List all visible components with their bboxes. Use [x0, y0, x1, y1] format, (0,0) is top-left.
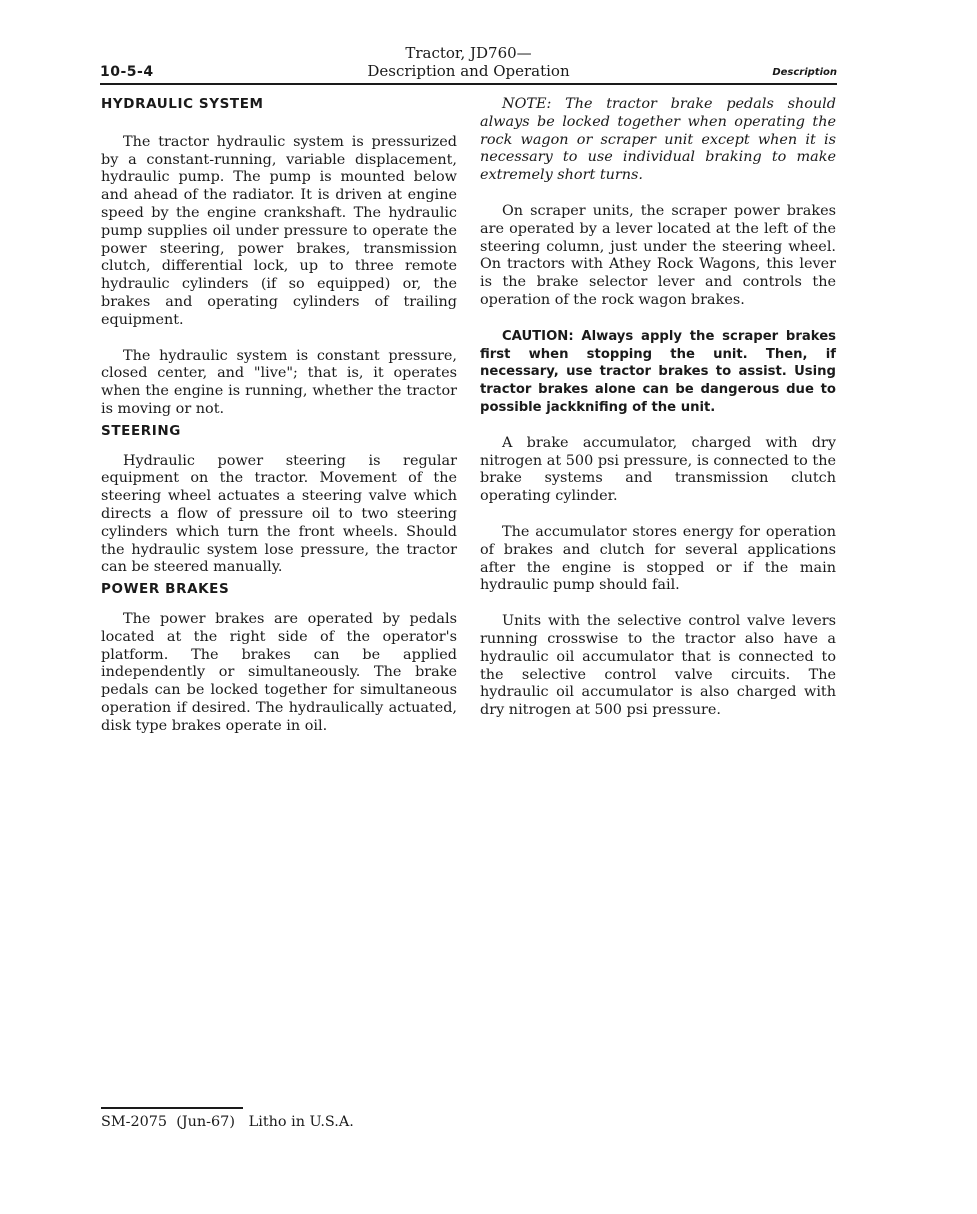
hydraulic-paragraph-1: The tractor hydraulic system is pressurized by a constant-running, variable displacement, hydraulic pump. The pump is mounted below and ahead of the radiator. It is driven at engine speed by the engine crankshaft. The hydraulic pump supplies oil under pressure to operate the power steering, power brakes, transmission clutch, differential lock, up to three remote hydraulic cylinders (if so equipped) or, the brakes and operating cylinders of trailing equipment.	[101, 133, 457, 328]
accumulator-storage-paragraph: The accumulator stores energy for operation of brakes and clutch for several applications after the engine is stopped or if the main hydraulic pump should fail.	[480, 523, 836, 594]
footer-rule	[101, 1107, 243, 1109]
brake-accumulator-paragraph: A brake accumulator, charged with dry nitrogen at 500 psi pressure, is connected to the brake systems and transmission clutch operating cylinder.	[480, 434, 836, 505]
power-brakes-heading: POWER BRAKES	[101, 581, 230, 598]
steering-heading: STEERING	[101, 422, 181, 439]
title-line-1: Tractor, JD760—	[405, 44, 532, 62]
right-column	[480, 96, 836, 720]
page-number: 10-5-4	[100, 64, 154, 80]
power-brakes-paragraph: The power brakes are operated by pedals located at the right side of the operator's platform. The brakes can be applied independently or simultaneously. The brake pedals can be locked together for simultaneous operation if desired. The hydraulically actuated, disk type brakes operate in oil.	[101, 610, 457, 734]
page-header	[100, 40, 837, 86]
left-column	[101, 96, 457, 736]
steering-paragraph: Hydraulic power steering is regular equipment on the tractor. Movement of the steering wheel actuates a steering valve which directs a flow of pressure oil to two steering cylinders which turn the front wheels. Should the hydraulic system lose pressure, the tractor can be steered manually.	[101, 452, 457, 576]
section-label: Description	[772, 67, 837, 78]
caution-paragraph: CAUTION: Always apply the scraper brakes first when stopping the unit. Then, if necessary, use tractor brakes to assist. Using tractor brakes alone can be dangerous due to possible jackknifing of the unit.	[480, 328, 836, 415]
selective-control-paragraph: Units with the selective control valve levers running crosswise to the tractor also have a hydraulic oil accumulator that is connected to the selective control valve circuits. The hydraulic oil accumulator is also charged with dry nitrogen at 500 psi pressure.	[480, 613, 836, 719]
scraper-brakes-paragraph: On scraper units, the scraper power brakes are operated by a lever located at the left of the steering column, just under the steering wheel. On tractors with Athey Rock Wagons, this lever is the brake selector lever and controls the operation of the rock wagon brakes.	[480, 202, 836, 308]
header-rule	[100, 83, 837, 85]
hydraulic-paragraph-2: The hydraulic system is constant pressure, closed center, and "live"; that is, it operates when the engine is running, whether the tractor is moving or not.	[101, 347, 457, 417]
document-title	[300, 44, 637, 80]
note-paragraph: NOTE: The tractor brake pedals should always be locked together when operating the rock wagon or scraper unit except when it is necessary to use individual braking to make extremely short turns.	[480, 96, 836, 184]
page-footer: SM-2075 (Jun-67) Litho in U.S.A.	[101, 1114, 354, 1130]
hydraulic-system-heading: HYDRAULIC SYSTEM	[101, 96, 264, 112]
title-line-2: Description and Operation	[367, 62, 570, 80]
